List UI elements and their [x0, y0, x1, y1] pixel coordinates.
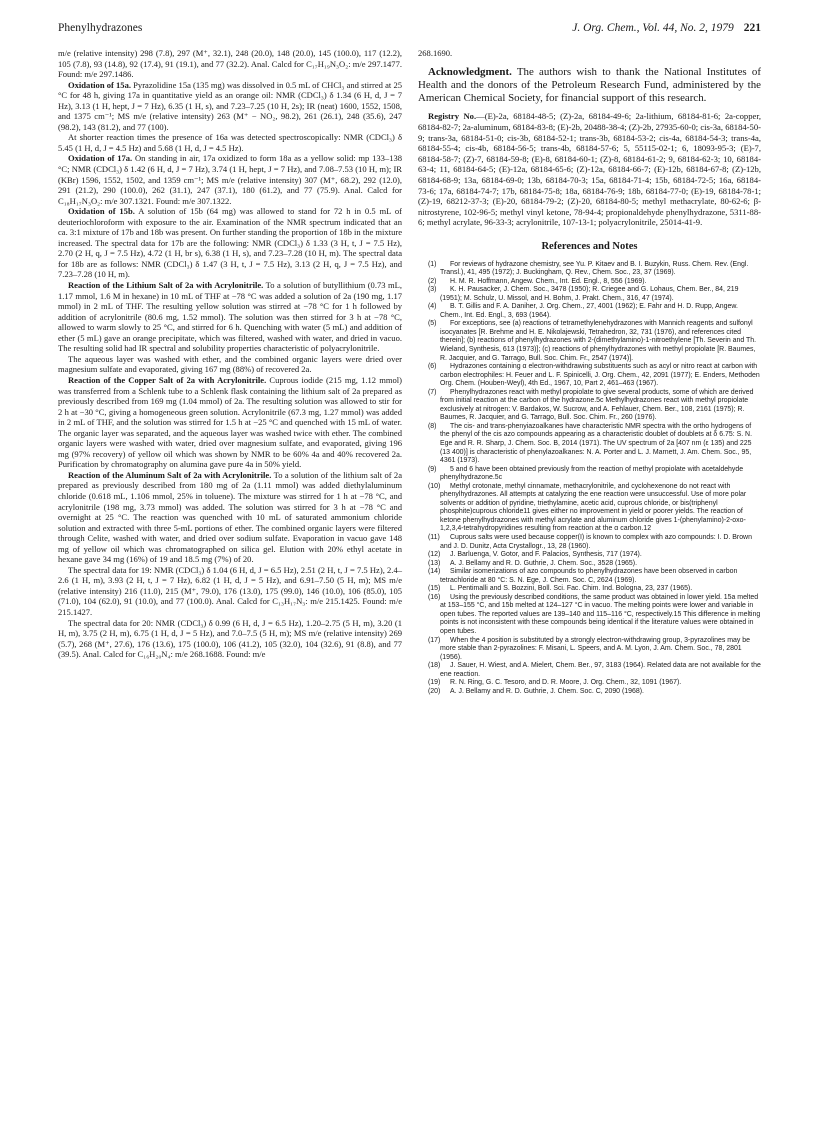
acknowledgment-body: The authors wish to thank the National Institutes of Health and the donors of the Petroleum Research Fund, administered by the American Chemical Society, for financial support of this research. — [418, 65, 761, 105]
registry-numbers — [418, 111, 761, 228]
paragraph-body: Cuprous iodide (215 mg, 1.12 mmol) was transferred from a Schlenk tube to a Schlenk flask containing the lithium salt of 2a prepared as previously described from 169 mg (1.04 mmol) of 2a. The resulting solution was allowed to stir for 2 h at −30 °C, giving a homogeneous green solution. Acrylonitrile (67.3 mg, 1.27 mmol) was added in 2 mL of THF, and the solution was stirred for 1.5 h at −25 °C and quenched with 15 mL of water. The organic layer was separated, and the aqueous layer was washed twice with ether. The combined organic layers were washed with water, dried over magnesium sulfate, and evaporated, giving 196 mg (97% recovery) of yellow oil which was shown by NMR to be 60% 4a and 40% recovered 2a. Purification by chromatography on alumina gave pure 4a in 50% yield. — [58, 374, 402, 470]
paragraph — [58, 206, 402, 280]
reference-item — [418, 679, 761, 688]
reference-number: (5) — [428, 320, 437, 328]
reference-text: Similar isomerizations of azo compounds to phenylhydrazones have been observed in carbon tetrachloride at 80 °C: S. N. Ege, J. Chem. Soc. C, 2624 (1969). — [440, 568, 738, 584]
reference-number: (14) — [428, 568, 441, 576]
page-header — [58, 22, 761, 38]
reference-item — [418, 261, 761, 278]
reference-item — [418, 551, 761, 560]
reference-item — [418, 278, 761, 287]
reference-text: Methyl crotonate, methyl cinnamate, methacrylonitrile, and cyclohexenone do not react with phenylhydrazones. All attempts at catalyzing the ene reaction were unsuccessful. Use of more polar solvents or addition of pyridine, triethylamine, acetic acid, cuprous chloride, or bis(triphenyl phosphite)cuprous chloride11 gives either no improvement in yield or poorer yields. The reaction of ketone phenylhydrazones with methyl acrylate and aluminum chloride gives 1-(phenylamino)-2-oxo-1,2,3,4-tetrahydropyridines resulting from reaction at the α carbon.12 — [440, 482, 747, 533]
journal-name: J. Org. Chem., Vol. 44, No. 2, 1979 — [572, 22, 734, 34]
reference-number: (11) — [428, 534, 440, 542]
section-run-in-title: Reaction of the Copper Salt of 2a with Acrylonitrile. — [68, 374, 267, 385]
paragraph: The aqueous layer was washed with ether, and the combined organic layers were dried over magnesium sulfate and evaporated, giving 167 mg (88%) of recovered 2a. — [58, 353, 402, 375]
reference-item — [418, 560, 761, 569]
reference-number: (15) — [428, 585, 441, 593]
paragraph-body: On standing in air, 17a oxidized to form 18a as a yellow solid: mp 133–138 °C; NMR (CDCl₃) δ 1.42 (6 H, d, J = 7 Hz), 3.74 (1 H, hept, J = 7 Hz), and 7.08–7.53 (10 H, m); IR (KBr) 1596, 1552, 1502, and 1359 cm⁻¹; MS m/e (relative intensity) 307 (M⁺, 68.2), 292 (12.0), 291 (21.2), 290 (100.0), 262 (31.1), 247 (37.1), 180 (61.2), and 77 (75.9). Anal. Calcd for C₁₈H₁₇N₃O₂: m/e 307.1321. Found: m/e 307.1322. — [58, 153, 403, 206]
reference-item — [418, 568, 761, 585]
reference-text: L. Pentimalli and S. Bozzini, Boll. Sci. Fac. Chim. Ind. Bologna, 23, 237 (1965). — [450, 585, 693, 593]
reference-number: (1) — [428, 260, 437, 268]
paragraph — [58, 375, 402, 470]
reference-item — [418, 286, 761, 303]
reference-number: (10) — [428, 482, 441, 490]
reference-item — [418, 483, 761, 534]
reference-number: (16) — [428, 593, 441, 601]
reference-text: J. Barluenga, V. Gotor, and F. Palacios, Synthesis, 717 (1974). — [450, 551, 642, 559]
reference-text: A. J. Bellamy and R. D. Guthrie, J. Chem. Soc., 3528 (1965). — [450, 559, 638, 567]
reference-item — [418, 585, 761, 594]
paragraph: The spectral data for 19: NMR (CDCl₃) δ 1.04 (6 H, d, J = 6.5 Hz), 2.51 (2 H, t, J = 7.5 Hz), 2.4–2.6 (1 H, m), 3.93 (2 H, t, J = 7 Hz), 6.82 (1 H, d, J = 5 Hz), and 6.91–7.50 (5 H, m); MS m/e (relative intensity) 216 (11.0), 215 (M⁺, 79.0), 176 (13.0), 175 (99.0), 146 (10.0), 106 (85.0), 105 (71.0), 104 (62.0), 91 (10.0), and 77 (100.0). Anal. Calcd for C₁₃H₁₇N₃: m/e 215.1425. Found: m/e 215.1427. — [58, 564, 402, 617]
reference-text: For reviews of hydrazone chemistry, see Yu. P. Kitaev and B. I. Buzykin, Russ. Chem. Rev. (Engl. Transl.), 41, 495 (1972); J. Buckingham, Q. Rev., Chem. Soc., 23, 37 (1969). — [440, 260, 749, 277]
reference-item — [418, 594, 761, 637]
reference-text: A. J. Bellamy and R. D. Guthrie, J. Chem. Soc. C, 2090 (1968). — [450, 687, 644, 695]
reference-number: (12) — [428, 551, 441, 559]
reference-item — [418, 637, 761, 663]
reference-text: For exceptions, see (a) reactions of tetramethylenehydrazones with Mannich reagents and sulfonyl isocyanates [R. Brehme and H. E. Nikolajewski, Tetrahedron, 32, 731 (1976), and references cited therein]; (b) reactions of phenylhydrazones with 2-(dimethylamino)-1-nitroethylene [Th. Severin and Th. Wieland, Synthesis, 613 (1973)]; (c) reactions of phenylhydrazones with methyl propiolate [R. Baumes, R. Jacquier, and G. Tarrago, Bull. Soc. Chim. Fr., 2547 (1974)]. — [440, 320, 757, 362]
reference-number: (7) — [428, 388, 437, 396]
reference-number: (6) — [428, 363, 437, 371]
paragraph-body: To a solution of butyllithium (0.73 mL, 1.17 mmol, 1.6 M in hexane) in 10 mL of THF at −78 °C was added a solution of 2a (190 mg, 1.17 mmol) in 2 mL of THF. The resulting yellow solution was stirred at −78 °C for 1 h followed by addition of acrylonitrile (80.6 mg, 1.52 mmol). The solution was then stirred for 3 h at −78 °C, allowed to warm slowly to 25 °C, and stirred for 6 h. Quenching with water (5 mL) and addition of ether (5 mL) gave an orange precipitate, which was filtered, washed with water, and dried in vacuo. The resulting solid had IR spectral and solubility properties characteristic of polyacrylonitrile. — [58, 280, 402, 354]
reference-number: (19) — [428, 679, 441, 687]
reference-text: The cis- and trans-phenyiazoalkanes have characteristic NMR spectra with the ortho hydrogens of the phenyl of the cis azo compounds appearing as a characteristic doublet of doublets at δ 6.75: S. N. Ege and R. R. Sharp, J. Chem. Soc. B, 2014 (1971). The UV spectrum of 2a [407 nm (ε 135) and 225 (13 400)] is characteristic of phenylazoalkanes: N. A. Porter and L. J. Marnett, J. Am. Chem. Soc., 95, 4361 (1973). — [440, 422, 752, 465]
acknowledgment — [418, 66, 761, 106]
reference-text: K. H. Pausacker, J. Chem. Soc., 3478 (1950); R. Criegee and G. Lohaus, Chem. Ber., 84, 219 (1951); M. Schulz, U. Missol, and H. Bohm, J. Prakt. Chem., 316, 47 (1974). — [440, 286, 739, 302]
registry-title: Registry No. — [428, 111, 477, 122]
paragraph — [58, 80, 402, 133]
reference-text: 5 and 6 have been obtained previously from the reaction of methyl propiolate with acetaldehyde phenylhydrazone.5c — [440, 465, 744, 482]
section-run-in-title: Reaction of the Lithium Salt of 2a with Acrylonitrile. — [68, 280, 264, 291]
reference-number: (2) — [428, 277, 437, 285]
reference-item — [418, 662, 761, 679]
section-run-in-title: Oxidation of 17a. — [68, 153, 133, 164]
reference-text: R. N. Ring, G. C. Tesoro, and D. R. Moore, J. Org. Chem., 32, 1091 (1967). — [450, 679, 682, 687]
reference-item — [418, 389, 761, 423]
paragraph — [58, 153, 402, 206]
reference-number: (8) — [428, 422, 437, 430]
reference-text: Phenylhydrazones react with methyl propiolate to give several products, some of which are derived from initial reaction at the carbon of the hydrazone.5c Methylhydrazones react with methyl propiolate exclusively at nitrogen: V. Bardakos, W. Sucrow, and A. Fehlauer, Chem. Ber., 108, 2161 (1975); R. Baumes, R. Jacquier, and G. Tarrago, Bull. Soc. Chim. Fr., 260 (1976). — [440, 388, 754, 422]
reference-text: H. M. R. Hoffmann, Angew. Chem., Int. Ed. Engl., 8, 556 (1969). — [450, 277, 647, 285]
paragraph-continuation: 268.1690. — [418, 48, 453, 58]
paragraph — [58, 280, 402, 354]
paragraph: At shorter reaction times the presence of 16a was detected spectroscopically: NMR (CDCl₃) δ 5.45 (1 H, d, J = 4.5 Hz) and 5.68 (1 H, d, J = 4.5 Hz). — [58, 132, 402, 153]
reference-item — [418, 320, 761, 363]
running-title: Phenylhydrazones — [58, 22, 143, 34]
reference-text: B. T. Gillis and F. A. Daniher, J. Org. Chem., 27, 4001 (1962); E. Fahr and H. D. Rupp, Angew. Chem., Int. Ed. Engl., 3, 693 (1964). — [440, 303, 738, 319]
references-heading: References and Notes — [541, 240, 638, 252]
references-list — [418, 261, 761, 697]
reference-text: Cuprous salts were used because copper(I) is known to complex with azo compounds: I. D. Brown and J. D. Dunitz, Acta Crystallogr., 13, 28 (1960). — [440, 534, 752, 550]
reference-item — [418, 466, 761, 483]
reference-item — [418, 423, 761, 466]
reference-text: Using the previously described conditions, the same product was obtained in lower yield. 15a melted at 153–155 °C, and 15b melted at 124–127 °C in vacuo. The melting points were lower and variable in open tubes. The reported values are 139–140 and 115–116 °C, respectively.15 This difference in melting points is not inconsistent with these compounds being identical if the literature values were obtained in open tubes. — [440, 593, 761, 636]
paragraph — [58, 470, 402, 565]
reference-number: (13) — [428, 559, 441, 567]
section-run-in-title: Oxidation of 15a. — [68, 79, 131, 90]
reference-text: Hydrazones containing α electron-withdrawing substituents such as acyl or nitro react at carbon with carbon electrophiles: H. Feuer and L. F. Spinicelli, J. Org. Chem., 42, 2091 (1977); E. Enders, Methoden Org. Chem. (Houben-Weyl), 4th Ed., 1967, 10, Part 2, 461–463 (1967). — [440, 363, 760, 388]
right-column — [418, 48, 761, 696]
page-number: 221 — [743, 22, 761, 34]
acknowledgment-title: Acknowledgment. — [428, 65, 512, 78]
reference-text: When the 4 position is substituted by a strongly electron-withdrawing group, 3-pyrazolines may be more stable than 2-pyrazolines: F. Misani, L. Speers, and A. M. Lyon, J. Am. Chem. Soc., 78, 2801 (1956). — [440, 636, 751, 661]
reference-number: (18) — [428, 662, 441, 670]
reference-text: J. Sauer, H. Wiest, and A. Mielert, Chem. Ber., 97, 3183 (1964). Related data are not available for the ene reaction. — [440, 662, 761, 678]
reference-number: (17) — [428, 636, 441, 644]
paragraph-body: To a solution of the lithium salt of 2a prepared as previously described from 180 mg of 2a (1.11 mmol) was added diethylaluminum chloride (0.618 mL, 1.106 mmol, 25% in toluene). The mixture was stirred for 1 h at −78 °C, and acrylonitrile (198 mg, 3.73 mmol) was added. The solution was stirred for 3 h at −78 °C and overnight at 25 °C. The reaction was quenched with 10 mL of saturated ammonium chloride solution and extracted with three 5-mL portions of ether. The combined organic layers were filtered through Celite, washed with water, and dried over sodium sulfate. Evaporation in vacuo gave 148 mg of yellow oil which was chromatographed on silica gel. Elution with 20% ethyl acetate in hexane gave 34 mg (16%) of 19 and 18.5 mg (7%) of 20. — [58, 469, 402, 565]
reference-item — [418, 303, 761, 320]
paragraph-body: A solution of 15b (64 mg) was allowed to stand for 72 h in 0.5 mL of deuteriochloroform with exposure to the air. Examination of the NMR spectrum indicated that an ca. 3:1 mixture of 17b and 18b was present. On further standing the proportion of 18b in the mixture increased. The spectral data for 17b are the following: NMR (CDCl₃) δ 1.33 (3 H, t, J = 7.5 Hz), 2.70 (2 H, q, J = 7.5 Hz), 4.72 (1 H, br s), 6.38 (1 H, s), and 7.23–7.28 (10 H, m). The spectral data for 18b are as follows: NMR (CDCl₃) δ 1.47 (3 H, t, J = 7.5 Hz), 3.13 (2 H, q, J = 7.5 Hz), and 7.23–7.28 (10 H, m). — [58, 206, 402, 280]
left-column — [58, 48, 402, 660]
section-run-in-title: Reaction of the Aluminum Salt of 2a with Acrylonitrile. — [68, 469, 272, 480]
reference-item — [418, 363, 761, 389]
reference-item — [418, 688, 761, 697]
reference-number: (4) — [428, 303, 437, 311]
reference-number: (9) — [428, 465, 437, 473]
paragraph-body: Pyrazolidine 15a (135 mg) was dissolved in 0.5 mL of CHCl₃ and stirred at 25 °C for 48 h, giving 17a in quantitative yield as an orange oil: NMR (CDCl₃) δ 1.34 (6 H, d, J = 7 Hz), 3.13 (1 H, hept, J = 7 Hz), 6.35 (1 H, s), and 7.23–7.25 (10 H, 2s); IR (neat) 1600, 1552, 1508, and 1375 cm⁻¹; MS m/e (relative intensity) 263 (M⁺ − NO₂, 98.2), 261 (26.1), 248 (35.6), 247 (98.2), 143 (81.2), and 77 (100). — [58, 79, 402, 132]
section-run-in-title: Oxidation of 15b. — [68, 206, 135, 217]
registry-body: —(E)-2a, 68184-48-5; (Z)-2a, 68184-49-6; 2a-lithium, 68184-81-6; 2a-copper, 68184-82-7; 2a-aluminum, 68184-83-8; (E)-2b, 20488-38-4; (Z)-2b, 27935-60-0; cis-3a, 68184-50-9; trans-3a, 68184-51-0; cis-3b, 68184-52-1; trans-3b, 68184-53-2; cis-4a, 68184-54-3; trans-4a, 68184-55-4; cis-4b, 68184-56-5; trans-4b, 68184-57-6; 5, 55115-02-1; 6, 18093-95-3; (E)-7, 68184-58-7; (Z)-7, 68184-59-8; (E)-8, 68184-60-1; (Z)-8, 68184-61-2; 9, 68184-62-3; 10, 68184-63-4; 11, 68184-64-5; (E)-12a, 68184-65-6; (Z)-12a, 68184-66-7; (E)-12b, 68184-67-8; (Z)-12b, 68184-68-9; 13a, 68184-69-0; 13b, 68184-70-3; 15a, 68184-71-4; 15b, 68184-72-5; 16a, 68184-73-6; 17a, 68184-74-7; 17b, 68184-75-8; 18a, 68184-76-9; 18b, 68184-77-0; (E)-19, 68184-78-1; (Z)-19, 68212-37-3; (E)-20, 68184-79-2; (Z)-20, 68184-80-5; methyl methacrylate, 80-62-6; β-nitrostyrene, 102-96-5; methyl vinyl ketone, 78-94-4; propionaldehyde phenylhydrazone, 5311-88-6; methyl acrylate, 96-33-3; acrylonitrile, 107-13-1; polyacrylonitrile, 25014-41-9. — [418, 111, 761, 228]
reference-item — [418, 534, 761, 551]
paragraph: m/e (relative intensity) 298 (7.8), 297 (M⁺, 32.1), 248 (20.0), 148 (20.0), 145 (100.0), 117 (12.2), 105 (7.8), 93 (14.8), 92 (17.4), 91 (19.1), and 77 (32.2). Anal. Calcd for C₁₇H₁₉N₃O₂: m/e 297.1477. Found: m/e 297.1486. — [58, 48, 402, 80]
reference-number: (3) — [428, 286, 437, 294]
reference-number: (20) — [428, 687, 441, 695]
paragraph: The spectral data for 20: NMR (CDCl₃) δ 0.99 (6 H, d, J = 6.5 Hz), 1.20–2.75 (5 H, m), 3.20 (1 H, m), 3.75 (2 H, m), 6.75 (1 H, d, J = 5 Hz), and 7.0–7.5 (5 H, m); MS m/e (relative intensity) 269 (5.7), 268 (M⁺, 27.6), 176 (13.6), 175 (100.0), 106 (41.2), 105 (32.0), 104 (32.6), 91 (8.8), and 77 (39.5). Anal. Calcd for C₁₆H₂₀N₄: m/e 268.1688. Found: m/e — [58, 617, 402, 660]
journal-citation — [572, 22, 761, 34]
